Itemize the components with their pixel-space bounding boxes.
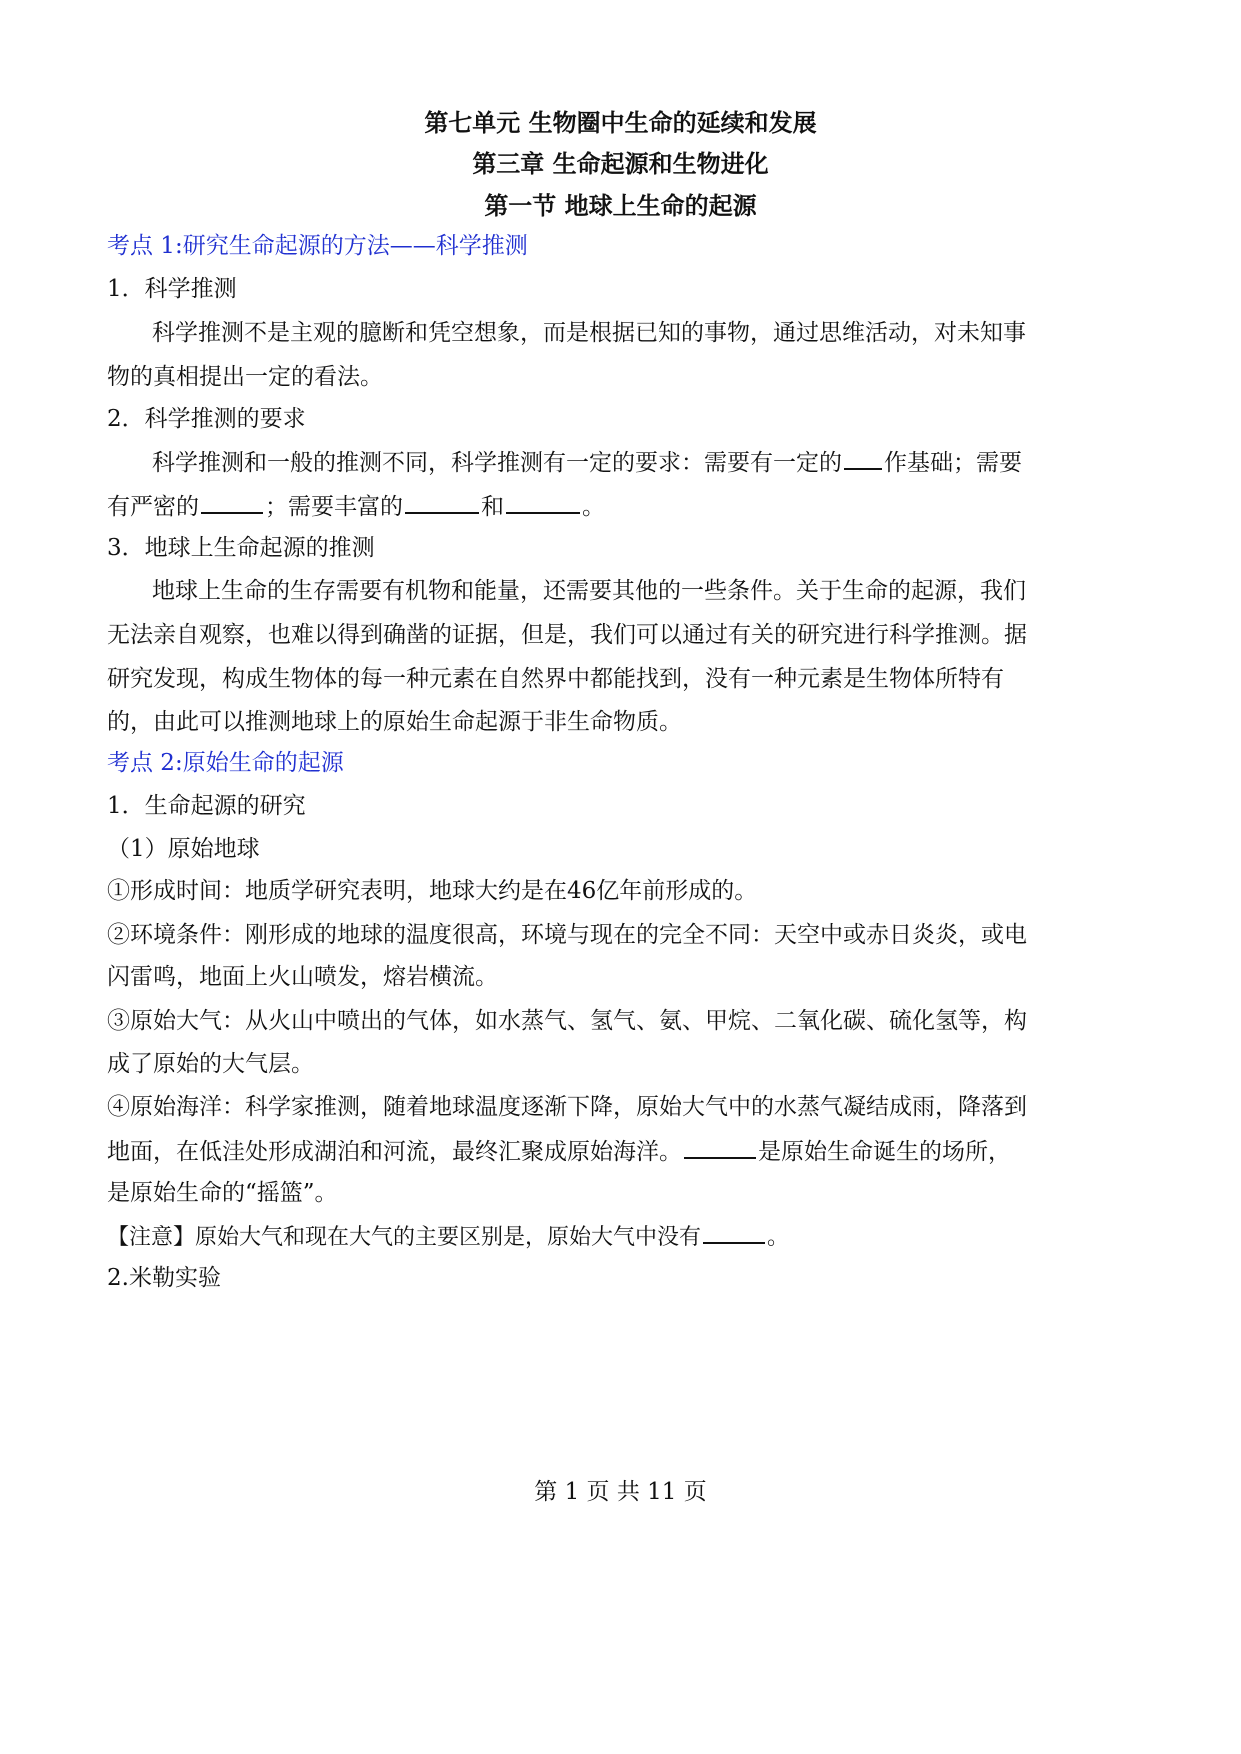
k1-item2-para-line2 [107,490,605,522]
k2-point2-line1: ②环境条件：刚形成的地球的温度很高，环境与现在的完全不同：天空中或赤日炎炎，或电 [107,922,1027,948]
k1-item3-para-line3: 研究发现，构成生物体的每一种元素在自然界中都能找到，没有一种元素是生物体所特有 [107,666,1004,692]
section-title: 第一节 地球上生命的起源 [484,192,757,220]
text: 作基础；需要 [884,450,1022,476]
k1-item1-title: 1．科学推测 [107,276,237,302]
k2-point2-line2: 闪雷鸣，地面上火山喷发，熔岩横流。 [107,964,498,990]
text: 有严密的 [107,494,199,520]
page-footer: 第 1 页 共 11 页 [534,1479,707,1505]
text: 是原始生命诞生的场所， [758,1139,1011,1165]
k1-item3-para-line4: 的，由此可以推测地球上的原始生命起源于非生命物质。 [107,709,682,735]
text: 。 [582,494,605,520]
fill-blank-primitive-ocean[interactable] [684,1135,756,1159]
text: 和 [481,494,504,520]
kaodian-2-heading: 考点 2:原始生命的起源 [107,750,344,776]
fill-blank-rich-1[interactable] [405,490,479,514]
k2-point4-line3: 是原始生命的“摇篮”。 [107,1180,338,1206]
k1-item3-para-line1: 地球上生命的生存需要有机物和能量，还需要其他的一些条件。关于生命的起源，我们 [152,578,1026,604]
text: 科学推测和一般的推测不同，科学推测有一定的要求：需要有一定的 [152,450,842,476]
note-text: 【注意】原始大气和现在大气的主要区别是，原始大气中没有 [107,1225,702,1250]
k2-sub1-title: （1）原始地球 [107,836,260,862]
fill-blank-basis[interactable] [844,446,882,470]
k2-point3-line2: 成了原始的大气层。 [107,1051,314,1077]
kaodian-1-heading: 考点 1:研究生命起源的方法——科学推测 [107,233,528,259]
k2-point1: ①形成时间：地质学研究表明，地球大约是在46亿年前形成的。 [107,878,758,904]
fill-blank-rigorous[interactable] [201,490,263,514]
fill-blank-oxygen[interactable] [703,1220,765,1244]
k1-item1-para-line1: 科学推测不是主观的臆断和凭空想象，而是根据已知的事物，通过思维活动，对未知事 [152,320,1026,346]
k2-point4-line1: ④原始海洋：科学家推测，随着地球温度逐渐下降，原始大气中的水蒸气凝结成雨，降落到 [107,1094,1027,1120]
unit-title: 第七单元 生物圈中生命的延续和发展 [424,109,817,137]
text: 地面，在低洼处形成湖泊和河流，最终汇聚成原始海洋。 [107,1139,682,1165]
k1-item1-para-line2: 物的真相提出一定的看法。 [107,364,383,390]
k2-item1-title: 1．生命起源的研究 [107,793,306,819]
k1-item3-title: 3．地球上生命起源的推测 [107,535,375,561]
text: ；需要丰富的 [265,494,403,520]
k2-point4-line2 [107,1135,1011,1167]
k1-item2-title: 2．科学推测的要求 [107,406,306,432]
k2-note [107,1220,789,1253]
fill-blank-rich-2[interactable] [506,490,580,514]
chapter-title: 第三章 生命起源和生物进化 [472,150,769,178]
k2-item2-title: 2.米勒实验 [107,1265,221,1291]
note-text: 。 [767,1225,790,1250]
k2-point3-line1: ③原始大气：从火山中喷出的气体，如水蒸气、氢气、氨、甲烷、二氧化碳、硫化氢等，构 [107,1008,1027,1034]
k1-item2-para-line1 [152,446,1022,478]
k1-item3-para-line2: 无法亲自观察，也难以得到确凿的证据，但是，我们可以通过有关的研究进行科学推测。据 [107,622,1027,648]
